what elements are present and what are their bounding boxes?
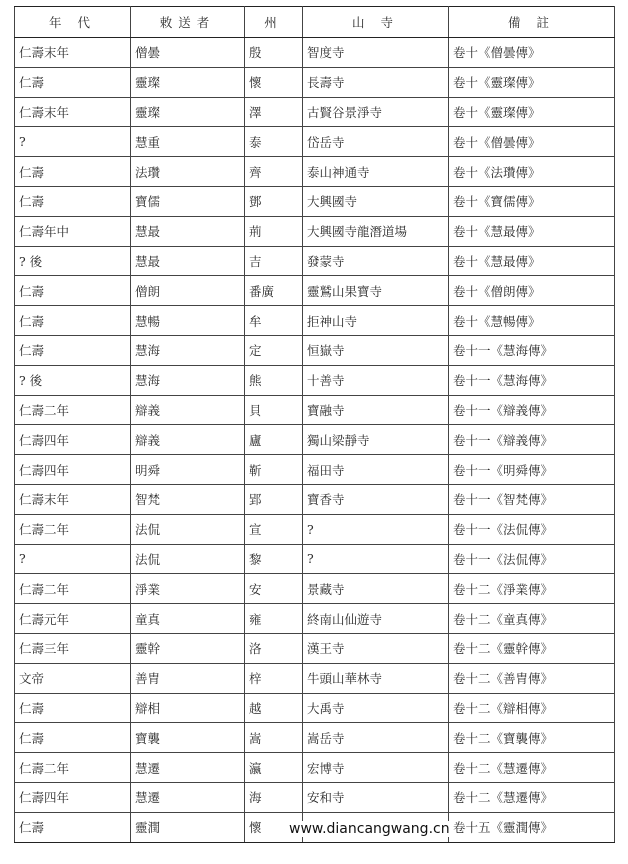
cell-temple: ? — [303, 514, 449, 544]
table-row — [15, 306, 615, 336]
cell-prefecture: 荊 — [245, 216, 303, 246]
cell-prefecture: 黎 — [245, 544, 303, 574]
cell-notes: 卷十《法瓚傳》 — [449, 157, 615, 187]
cell-era: 仁壽二年 — [15, 753, 131, 783]
cell-prefecture: 雍 — [245, 604, 303, 634]
cell-envoy: 童真 — [131, 604, 245, 634]
cell-era: 仁壽 — [15, 67, 131, 97]
cell-notes: 卷十《慧最傳》 — [449, 216, 615, 246]
cell-prefecture: 吉 — [245, 246, 303, 276]
cell-temple: 寶香寺 — [303, 484, 449, 514]
table-row — [15, 514, 615, 544]
cell-envoy: 僧曇 — [131, 38, 245, 68]
cell-notes: 卷十《寶儒傳》 — [449, 186, 615, 216]
cell-envoy: 慧遷 — [131, 782, 245, 812]
cell-temple: 岱岳寺 — [303, 127, 449, 157]
cell-envoy: 法侃 — [131, 514, 245, 544]
table-header — [15, 7, 615, 38]
table-row — [15, 38, 615, 68]
table-row — [15, 574, 615, 604]
cell-era: 文帝 — [15, 663, 131, 693]
table-row — [15, 693, 615, 723]
cell-era: 仁壽 — [15, 723, 131, 753]
cell-temple: 靈鷲山果寶寺 — [303, 276, 449, 306]
cell-prefecture: 嵩 — [245, 723, 303, 753]
cell-temple: 宏博寺 — [303, 753, 449, 783]
header-envoy: 敕送者 — [131, 7, 245, 38]
cell-prefecture: 瀛 — [245, 753, 303, 783]
cell-notes: 卷十一《辯義傳》 — [449, 425, 615, 455]
header-notes: 備 註 — [449, 7, 615, 38]
cell-prefecture: 海 — [245, 782, 303, 812]
cell-era: 仁壽 — [15, 335, 131, 365]
cell-envoy: 慧暢 — [131, 306, 245, 336]
cell-envoy: 僧朗 — [131, 276, 245, 306]
cell-temple: 嵩岳寺 — [303, 723, 449, 753]
cell-notes: 卷十一《法侃傳》 — [449, 514, 615, 544]
cell-envoy: 慧遷 — [131, 753, 245, 783]
table-row — [15, 633, 615, 663]
cell-envoy: 慧最 — [131, 246, 245, 276]
cell-prefecture: 殷 — [245, 38, 303, 68]
cell-temple: 獨山梁靜寺 — [303, 425, 449, 455]
table-row — [15, 365, 615, 395]
cell-notes: 卷十二《寶襲傳》 — [449, 723, 615, 753]
cell-prefecture: 番廣 — [245, 276, 303, 306]
cell-era: 仁壽四年 — [15, 455, 131, 485]
table-row — [15, 663, 615, 693]
cell-notes: 卷十二《淨業傳》 — [449, 574, 615, 604]
table-row — [15, 67, 615, 97]
cell-era: 仁壽 — [15, 186, 131, 216]
table-row — [15, 604, 615, 634]
cell-era: ? 後 — [15, 365, 131, 395]
cell-temple: ? — [303, 544, 449, 574]
cell-envoy: 智梵 — [131, 484, 245, 514]
table-row — [15, 186, 615, 216]
cell-prefecture: 靳 — [245, 455, 303, 485]
cell-prefecture: 澤 — [245, 97, 303, 127]
cell-temple: 安和寺 — [303, 782, 449, 812]
cell-notes: 卷十一《慧海傳》 — [449, 365, 615, 395]
cell-envoy: 靈潤 — [131, 812, 245, 842]
cell-prefecture: 熊 — [245, 365, 303, 395]
cell-notes: 卷十二《善胄傳》 — [449, 663, 615, 693]
cell-era: ? — [15, 544, 131, 574]
cell-era: 仁壽二年 — [15, 514, 131, 544]
cell-prefecture: 懷 — [245, 67, 303, 97]
cell-envoy: 法侃 — [131, 544, 245, 574]
cell-temple: 拒神山寺 — [303, 306, 449, 336]
cell-era: 仁壽 — [15, 157, 131, 187]
table-row — [15, 97, 615, 127]
cell-era: 仁壽二年 — [15, 395, 131, 425]
relic-distribution-table — [14, 6, 615, 843]
header-temple: 山 寺 — [303, 7, 449, 38]
cell-notes: 卷十一《法侃傳》 — [449, 544, 615, 574]
header-row — [15, 7, 615, 38]
cell-notes: 卷十一《明舜傳》 — [449, 455, 615, 485]
cell-temple: 智度寺 — [303, 38, 449, 68]
cell-era: 仁壽二年 — [15, 574, 131, 604]
cell-era: 仁壽三年 — [15, 633, 131, 663]
cell-prefecture: 懷 — [245, 812, 303, 842]
cell-notes: 卷十一《辯義傳》 — [449, 395, 615, 425]
cell-era: 仁壽元年 — [15, 604, 131, 634]
cell-notes: 卷十《慧暢傳》 — [449, 306, 615, 336]
cell-notes: 卷十一《智梵傳》 — [449, 484, 615, 514]
cell-era: 仁壽 — [15, 693, 131, 723]
cell-notes: 卷十二《慧遷傳》 — [449, 753, 615, 783]
cell-temple: 十善寺 — [303, 365, 449, 395]
cell-era: 仁壽 — [15, 276, 131, 306]
cell-prefecture: 宣 — [245, 514, 303, 544]
table-row — [15, 753, 615, 783]
cell-temple: 大興國寺 — [303, 186, 449, 216]
cell-era: 仁壽末年 — [15, 38, 131, 68]
cell-notes: 卷十五《靈潤傳》 — [449, 812, 615, 842]
cell-temple: 漢王寺 — [303, 633, 449, 663]
table-row — [15, 544, 615, 574]
table-row — [15, 157, 615, 187]
cell-temple: 古賢谷景淨寺 — [303, 97, 449, 127]
cell-envoy: 靈璨 — [131, 97, 245, 127]
header-era: 年 代 — [15, 7, 131, 38]
table-row — [15, 395, 615, 425]
cell-notes: 卷十《僧朗傳》 — [449, 276, 615, 306]
table-row — [15, 246, 615, 276]
cell-temple: 恒嶽寺 — [303, 335, 449, 365]
cell-era: 仁壽末年 — [15, 97, 131, 127]
cell-temple: 景藏寺 — [303, 574, 449, 604]
cell-envoy: 慧海 — [131, 365, 245, 395]
cell-envoy: 寶襲 — [131, 723, 245, 753]
table-row — [15, 216, 615, 246]
table-row — [15, 782, 615, 812]
cell-era: ? — [15, 127, 131, 157]
table-row — [15, 335, 615, 365]
cell-envoy: 善胄 — [131, 663, 245, 693]
cell-envoy: 靈幹 — [131, 633, 245, 663]
cell-notes: 卷十二《慧遷傳》 — [449, 782, 615, 812]
cell-era: 仁壽年中 — [15, 216, 131, 246]
cell-envoy: 辯義 — [131, 395, 245, 425]
cell-notes: 卷十《僧曇傳》 — [449, 38, 615, 68]
cell-era: 仁壽四年 — [15, 782, 131, 812]
cell-notes: 卷十二《靈幹傳》 — [449, 633, 615, 663]
cell-prefecture: 泰 — [245, 127, 303, 157]
watermark-url: www.diancangwang.cn — [289, 821, 450, 837]
cell-temple: 終南山仙遊寺 — [303, 604, 449, 634]
cell-prefecture: 郢 — [245, 484, 303, 514]
cell-prefecture: 牟 — [245, 306, 303, 336]
cell-prefecture: 洛 — [245, 633, 303, 663]
cell-notes: 卷十《僧曇傳》 — [449, 127, 615, 157]
cell-prefecture: 安 — [245, 574, 303, 604]
cell-envoy: 靈璨 — [131, 67, 245, 97]
cell-envoy: 慧最 — [131, 216, 245, 246]
cell-notes: 卷十《靈璨傳》 — [449, 97, 615, 127]
cell-envoy: 慧海 — [131, 335, 245, 365]
cell-notes: 卷十《靈璨傳》 — [449, 67, 615, 97]
table-row — [15, 455, 615, 485]
cell-envoy: 寶儒 — [131, 186, 245, 216]
document-page — [14, 6, 614, 843]
cell-envoy: 明舜 — [131, 455, 245, 485]
cell-prefecture: 廬 — [245, 425, 303, 455]
cell-envoy: 法瓚 — [131, 157, 245, 187]
cell-temple: 大興國寺龍潛道場 — [303, 216, 449, 246]
cell-prefecture: 越 — [245, 693, 303, 723]
cell-prefecture: 鄧 — [245, 186, 303, 216]
cell-notes: 卷十一《慧海傳》 — [449, 335, 615, 365]
cell-era: 仁壽 — [15, 306, 131, 336]
cell-temple: 福田寺 — [303, 455, 449, 485]
cell-prefecture: 梓 — [245, 663, 303, 693]
cell-era: 仁壽四年 — [15, 425, 131, 455]
cell-envoy: 慧重 — [131, 127, 245, 157]
cell-temple: 寶融寺 — [303, 395, 449, 425]
table-row — [15, 425, 615, 455]
cell-prefecture: 定 — [245, 335, 303, 365]
cell-temple: 牛頭山華林寺 — [303, 663, 449, 693]
table-row — [15, 276, 615, 306]
cell-envoy: 淨業 — [131, 574, 245, 604]
cell-prefecture: 貝 — [245, 395, 303, 425]
cell-notes: 卷十《慧最傳》 — [449, 246, 615, 276]
table-row — [15, 484, 615, 514]
cell-notes: 卷十二《童真傳》 — [449, 604, 615, 634]
cell-envoy: 辯義 — [131, 425, 245, 455]
header-prefecture: 州 — [245, 7, 303, 38]
cell-prefecture: 齊 — [245, 157, 303, 187]
table-row — [15, 127, 615, 157]
cell-era: 仁壽末年 — [15, 484, 131, 514]
cell-temple: 發蒙寺 — [303, 246, 449, 276]
table-row — [15, 723, 615, 753]
cell-temple: 泰山神通寺 — [303, 157, 449, 187]
cell-temple: 長壽寺 — [303, 67, 449, 97]
cell-temple: 大禹寺 — [303, 693, 449, 723]
cell-era: 仁壽 — [15, 812, 131, 842]
cell-envoy: 辯相 — [131, 693, 245, 723]
table-body — [15, 38, 615, 843]
cell-notes: 卷十二《辯相傳》 — [449, 693, 615, 723]
cell-era: ? 後 — [15, 246, 131, 276]
